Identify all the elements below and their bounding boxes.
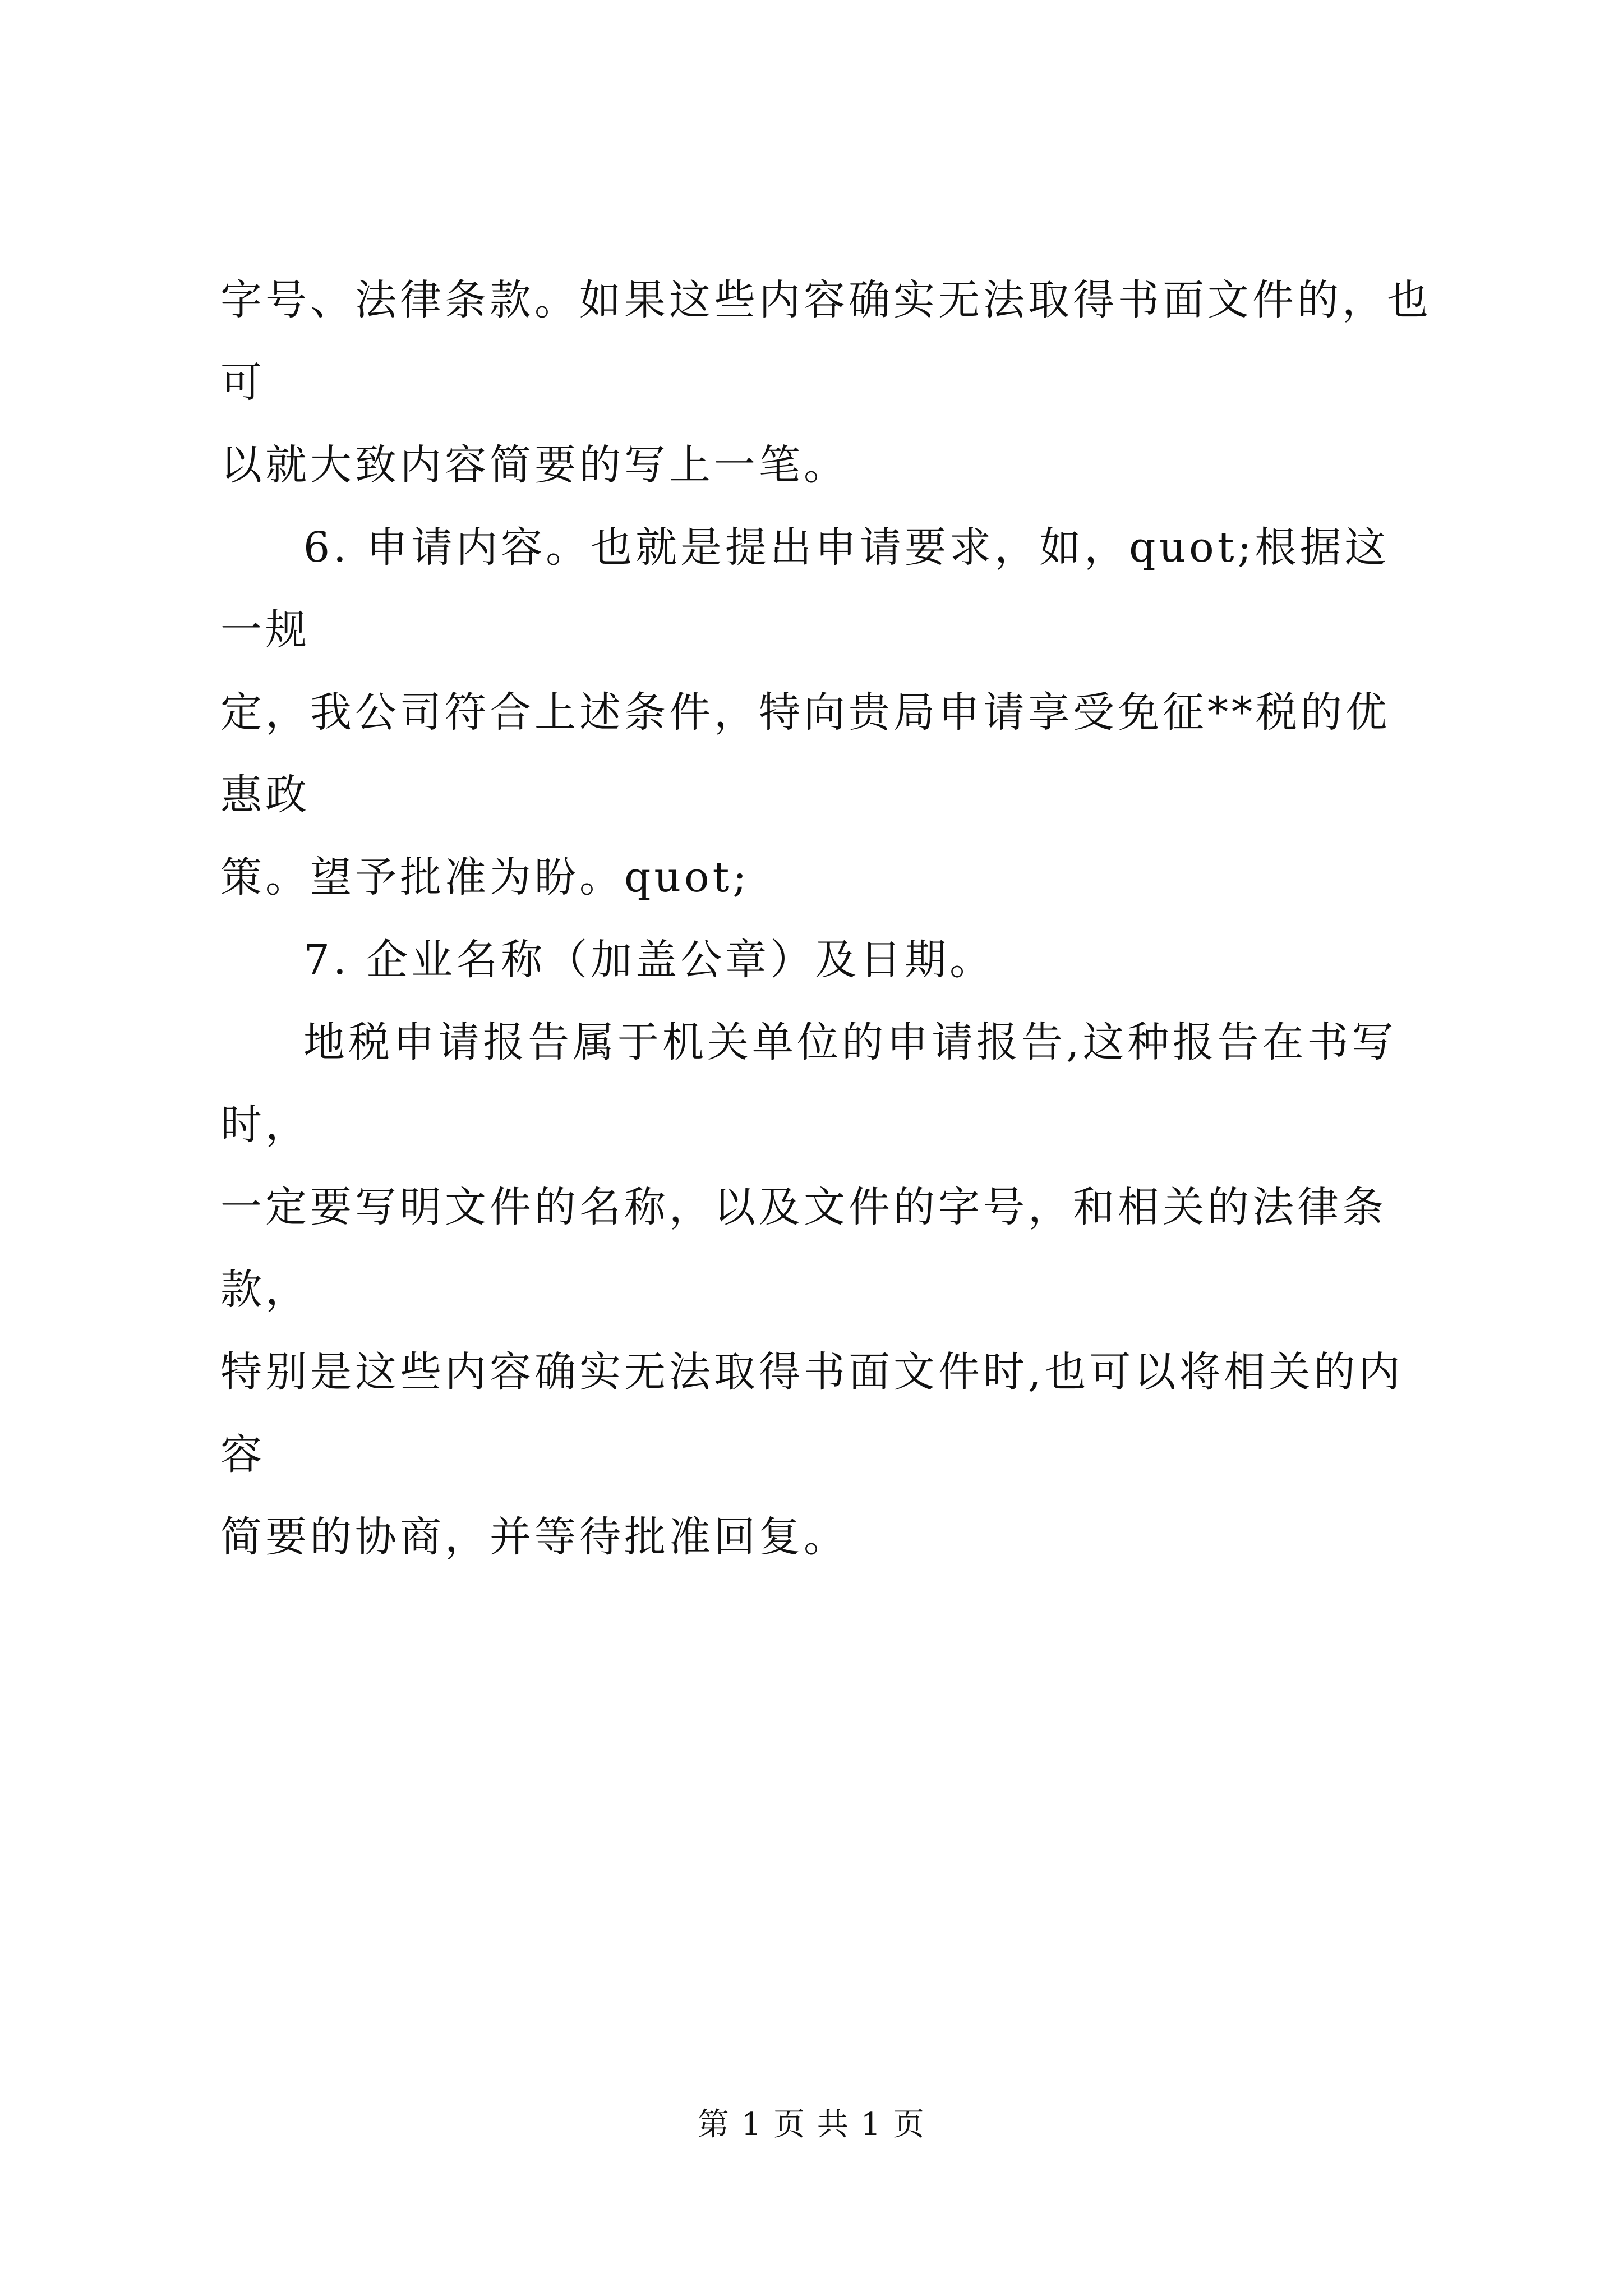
text-line: 地税申请报告属于机关单位的申请报告,这种报告在书写时，: [220, 1018, 1397, 1149]
paragraph-summary: [220, 1001, 1432, 1579]
text-line: 7. 企业名称（加盖公章）及日期。: [303, 936, 995, 984]
text-line: 特别是这些内容确实无法取得书面文件时,也可以将相关的内容: [220, 1348, 1404, 1479]
text-line: 定，我公司符合上述条件，特向贵局申请享受免征**税的优惠政: [220, 688, 1390, 819]
document-body: [220, 259, 1432, 1579]
page-number-footer: 第 1 页 共 1 页: [697, 2106, 926, 2143]
text-line: 6. 申请内容。也就是提出申请要求，如，quot;根据这一规: [220, 523, 1390, 654]
text-line: 简要的协商，并等待批准回复。: [220, 1513, 849, 1561]
paragraph-continuation: [220, 259, 1432, 507]
text-line: 一定要写明文件的名称，以及文件的字号，和相关的法律条款，: [220, 1183, 1387, 1314]
paragraph-item-6: [220, 507, 1432, 919]
text-line: 以就大致内容简要的写上一笔。: [220, 441, 849, 489]
paragraph-item-7: [220, 919, 1432, 1001]
text-line: 策。望予批准为盼。quot;: [220, 853, 750, 901]
text-line: 字号、法律条款。如果这些内容确实无法取得书面文件的，也可: [220, 276, 1432, 407]
